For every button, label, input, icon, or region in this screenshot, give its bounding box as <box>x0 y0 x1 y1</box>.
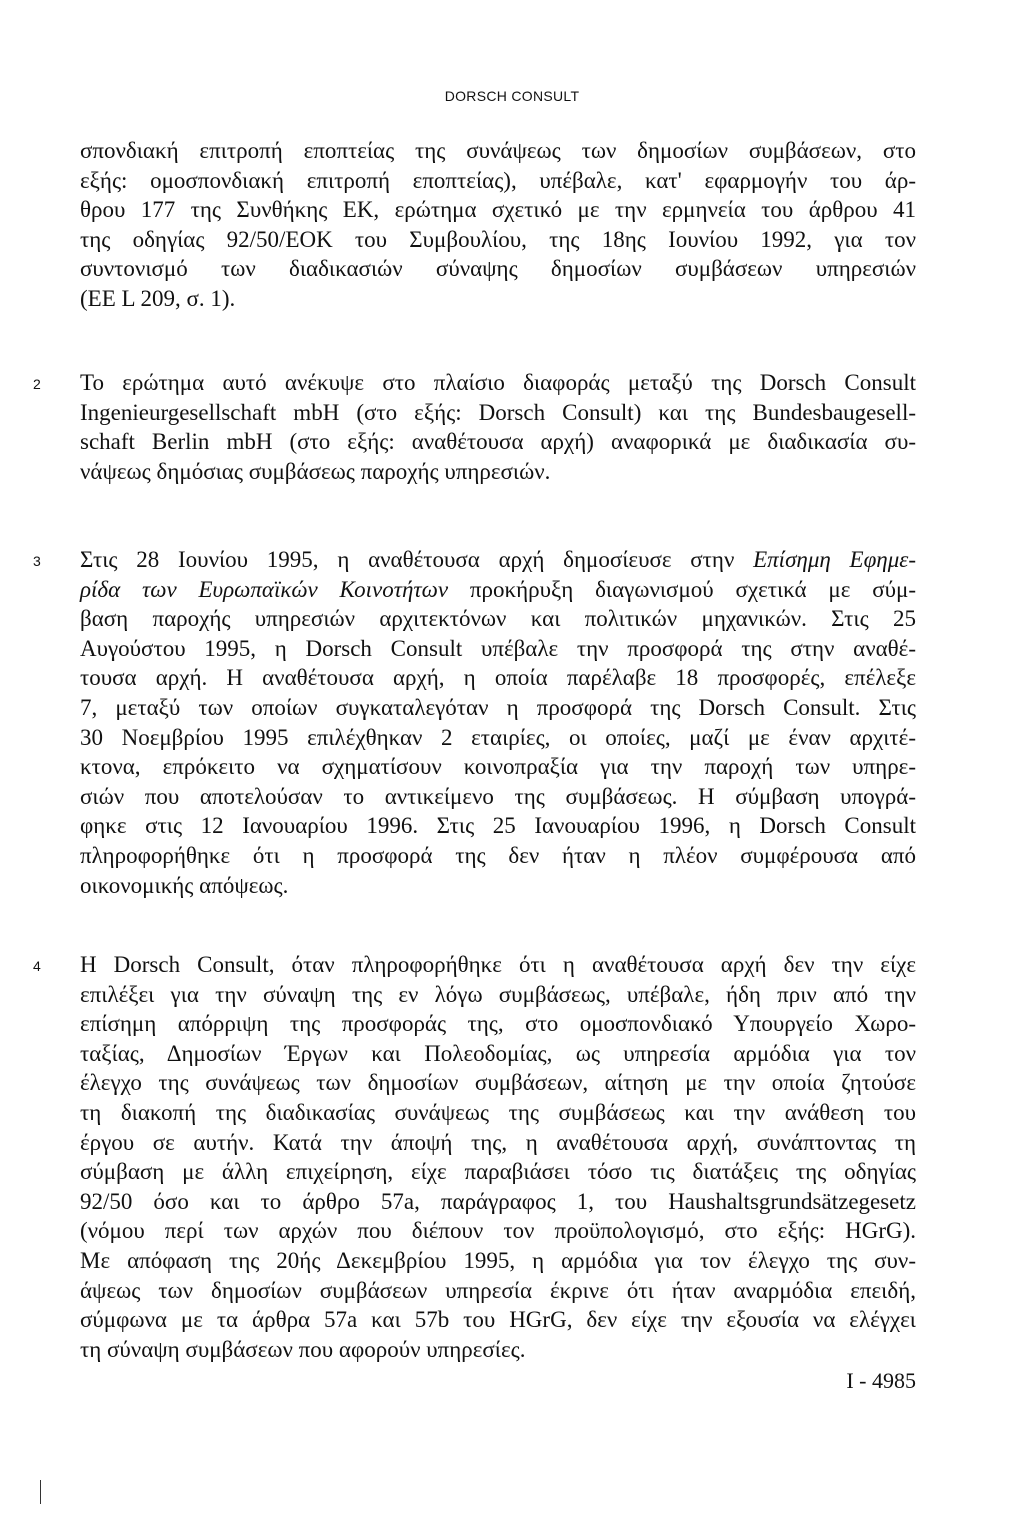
page-number: I - 4985 <box>846 1368 916 1393</box>
text-line: Ingenieurgesellschaft mbH (στο εξής: Dorsch Consult) και της Bundesbaugesell- <box>80 399 916 425</box>
margin-mark <box>40 1480 41 1504</box>
text-line: ταξίας, Δημοσίων Έργων και Πολεοδομίας, ως υπηρεσία αρμόδια για τον <box>80 1040 916 1066</box>
text-line: 7, μεταξύ των οποίων συγκαταλεγόταν η προσφορά της Dorsch Consult. Στις <box>80 694 916 720</box>
text-line: Με απόφαση της 20ής Δεκεμβρίου 1995, η αρμόδια για τον έλεγχο της συν- <box>80 1247 916 1273</box>
text-line <box>80 575 916 605</box>
text-line: τη σύναψη συμβάσεων που αφορούν υπηρεσίες. <box>80 1336 526 1362</box>
text-line: νάψεως δημόσιας συμβάσεως παροχής υπηρεσιών. <box>80 458 551 484</box>
text-line: Αυγούστου 1995, η Dorsch Consult υπέβαλε την προσφορά της στην αναθέ- <box>80 635 916 661</box>
journal-title: ρίδα των Ευρωπαϊκών Κοινοτήτων <box>80 576 449 602</box>
text-line: (ΕΕ L 209, σ. 1). <box>80 285 236 311</box>
text-line: σπονδιακή επιτροπή εποπτείας της συνάψεως των δημοσίων συμβάσεων, στο <box>80 138 916 163</box>
text-line: schaft Berlin mbH (στο εξής: αναθέτουσα αρχή) αναφορικά με διαδικασία συ- <box>80 429 916 455</box>
text-line: έλεγχο της συνάψεως των δημοσίων συμβάσεων, αίτηση με την οποία ζητούσε <box>80 1070 916 1096</box>
text-line: της οδηγίας 92/50/ΕΟΚ του Συμβουλίου, της 18ης Ιουνίου 1992, για τον <box>80 226 916 252</box>
text-line: σύμφωνα με τα άρθρα 57a και 57b του HGrG, δεν είχε την εξουσία να ελέγχει <box>80 1307 916 1333</box>
text-run: προκήρυξη διαγωνισμού σχετικά με σύμ- <box>448 576 917 602</box>
paragraph-4 <box>80 950 916 1364</box>
text-line: οικονομικής απόψεως. <box>80 872 289 898</box>
text-line: Το ερώτημα αυτό ανέκυψε στο πλαίσιο διαφοράς μεταξύ της Dorsch Consult <box>80 370 916 395</box>
text-line: Η Dorsch Consult, όταν πληροφορήθηκε ότι η αναθέτουσα αρχή δεν την είχε <box>80 952 916 977</box>
text-line: βαση παροχής υπηρεσιών αρχιτεκτόνων και πολιτικών μηχανικών. Στις 25 <box>80 606 916 632</box>
text-line: θρου 177 της Συνθήκης ΕΚ, ερώτημα σχετικό με την ερμηνεία του άρθρου 41 <box>80 197 916 223</box>
text-line: επιλέξει για την σύναψη της εν λόγω συμβάσεως, υπέβαλε, ήδη πριν από την <box>80 981 916 1007</box>
text-line: τουσα αρχή. Η αναθέτουσα αρχή, η οποία παρέλαβε 18 προσφορές, επέλεξε <box>80 665 916 691</box>
text-line: φηκε στις 12 Ιανουαρίου 1996. Στις 25 Ιανουαρίου 1996, η Dorsch Consult <box>80 813 916 839</box>
journal-title: Επίσημη Εφημε- <box>753 547 916 572</box>
text-run: Στις 28 Ιουνίου 1995, η αναθέτουσα αρχή δημοσίευσε στην <box>80 547 754 572</box>
text-line: άψεως των δημοσίων συμβάσεων υπηρεσία έκρινε ότι ήταν αναρμόδια επειδή, <box>80 1277 916 1303</box>
paragraph-number: 3 <box>33 553 41 569</box>
text-line: 92/50 όσο και το άρθρο 57a, παράγραφος 1, του Haushaltsgrundsätzegesetz <box>80 1188 916 1214</box>
paragraph-number: 2 <box>33 376 41 392</box>
text-line: κτονα, επρόκειτο να σχηματίσουν κοινοπραξία για την παροχή των υπηρε- <box>80 754 916 780</box>
text-line: εξής: ομοσπονδιακή επιτροπή εποπτείας), υπέβαλε, κατ' εφαρμογήν του άρ- <box>80 167 916 193</box>
text-line: (νόμου περί των αρχών που διέπουν τον προϋπολογισμό, στο εξής: HGrG). <box>80 1218 916 1244</box>
text-line: πληροφορήθηκε ότι η προσφορά της δεν ήταν η πλέον συμφέρουσα από <box>80 842 916 868</box>
text-line <box>80 545 916 575</box>
running-header: DORSCH CONSULT <box>444 88 580 104</box>
text-line: 30 Νοεμβρίου 1995 επιλέχθηκαν 2 εταιρίες, οι οποίες, μαζί με έναν αρχιτέ- <box>80 724 916 750</box>
paragraph-2 <box>80 368 916 486</box>
paragraph-3 <box>80 545 916 900</box>
intro-paragraph <box>80 136 916 314</box>
text-line: σιών που αποτελούσαν το αντικείμενο της συμβάσεως. Η σύμβαση υπογρά- <box>80 783 916 809</box>
paragraph-number: 4 <box>33 958 41 974</box>
text-line: σύμβαση με άλλη επιχείρηση, είχε παραβιάσει τόσο τις διατάξεις της οδηγίας <box>80 1159 916 1185</box>
text-line: έργου σε αυτήν. Κατά την άποψή της, η αναθέτουσα αρχή, συνάπτοντας τη <box>80 1129 916 1155</box>
text-line: συντονισμό των διαδικασιών σύναψης δημοσίων συμβάσεων υπηρεσιών <box>80 256 916 282</box>
text-line: τη διακοπή της διαδικασίας συνάψεως της συμβάσεως και την ανάθεση του <box>80 1099 916 1125</box>
text-line: επίσημη απόρριψη της προσφοράς της, στο ομοσπονδιακό Υπουργείο Χωρο- <box>80 1011 916 1037</box>
